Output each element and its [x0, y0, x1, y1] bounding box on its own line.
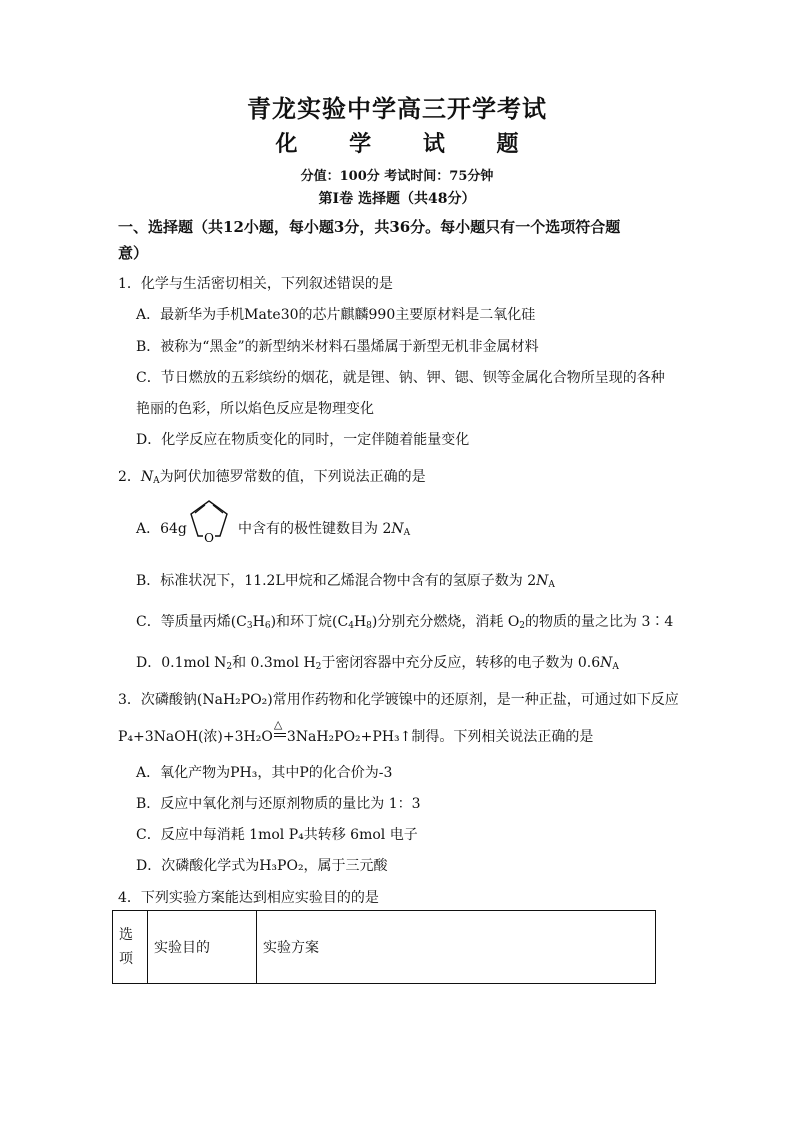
- question-4-stem: 4．下列实验方案能达到相应实验目的的是: [118, 890, 379, 906]
- q2-stem-text: 为阿伏加德罗常数的值，下列说法正确的是: [159, 469, 426, 485]
- q1-option-c-cont: 艳丽的色彩，所以焰色反应是物理变化: [136, 401, 374, 417]
- q3-option-d: D．次磷酸化学式为H₃PO₂，属于三元酸: [136, 858, 388, 874]
- q3-equation: [118, 718, 594, 746]
- heat-condition-arrow: [273, 718, 287, 745]
- table-header-row: [113, 911, 656, 984]
- section-heading-cont: 意）: [118, 244, 149, 262]
- experiment-table: [112, 910, 656, 984]
- section-heading: 一、选择题（共12小题，每小题3分，共36分。每小题只有一个选项符合题: [118, 218, 621, 236]
- q1-option-a: A．最新华为手机Mate30的芯片麒麟990主要原材料是二氧化硅: [136, 307, 536, 323]
- table-header-option: 选项: [113, 911, 148, 984]
- question-2-stem: 2．$N_A$为阿伏加德罗常数的值，下列说法正确的是: [118, 469, 426, 486]
- equation-products: 3NaH₂PO₂+PH₃↑制得。下列相关说法正确的是: [286, 729, 594, 745]
- ring-oxygen-label: O: [204, 531, 214, 545]
- q2-option-b: B．标准状况下，11.2L甲烷和乙烯混合物中含有的氢原子数为 $2N_A$: [136, 573, 555, 590]
- q2-number: 2．: [118, 469, 141, 485]
- school-title: 青龙实验中学高三开学考试: [247, 94, 547, 123]
- q2-option-d: D．0.1mol $N_2$和 0.3mol $H_2$于密闭容器中充分反应，转移的电子数为 $0.6N_A$: [136, 655, 619, 672]
- heat-symbol: △: [273, 718, 283, 731]
- part-title: 第Ⅰ卷 选择题（共48分）: [318, 191, 476, 207]
- score-time-line: 分值：100分 考试时间：75分钟: [300, 169, 494, 184]
- q2-option-c: C．等质量丙烯$(C_3H_6)$和环丁烷$(C_4H_8)$分别充分燃烧，消耗 $O_2$的物质的量之比为 3∶4: [136, 614, 674, 631]
- question-3-stem: 3．次磷酸钠(NaH₂PO₂)常用作药物和化学镀镍中的还原剂，是一种正盐，可通过如下反应: [118, 692, 679, 708]
- table-header-purpose: 实验目的: [148, 911, 257, 984]
- question-1-stem: 1．化学与生活密切相关，下列叙述错误的是: [118, 276, 393, 292]
- q3-option-b: B．反应中氧化剂与还原剂物质的量比为 1：3: [136, 796, 421, 812]
- q2-option-a-prefix: A．64g: [136, 521, 187, 537]
- furan-structure-icon: [186, 497, 232, 549]
- q1-option-b: B．被称为“黑金”的新型纳米材料石墨烯属于新型无机非金属材料: [136, 339, 539, 355]
- q3-option-c: C．反应中每消耗 1mol P₄共转移 6mol 电子: [136, 827, 418, 843]
- q2-option-a-rest: 中含有的极性键数目为 $2N_A$: [238, 521, 411, 538]
- avogadro-symbol: N: [140, 469, 154, 485]
- q3-option-a: A．氧化产物为PH₃，其中P的化合价为-3: [136, 765, 393, 781]
- q1-option-c: C．节日燃放的五彩缤纷的烟花，就是锂、钠、钾、锶、钡等金属化合物所呈现的各种: [136, 370, 665, 386]
- q1-option-d: D．化学反应在物质变化的同时，一定伴随着能量变化: [136, 432, 470, 448]
- table-header-scheme: 实验方案: [257, 911, 656, 984]
- subject-title: 化 学 试 题: [275, 131, 541, 157]
- equation-reactants: P₄+3NaOH(浓)+3H₂O: [118, 729, 273, 745]
